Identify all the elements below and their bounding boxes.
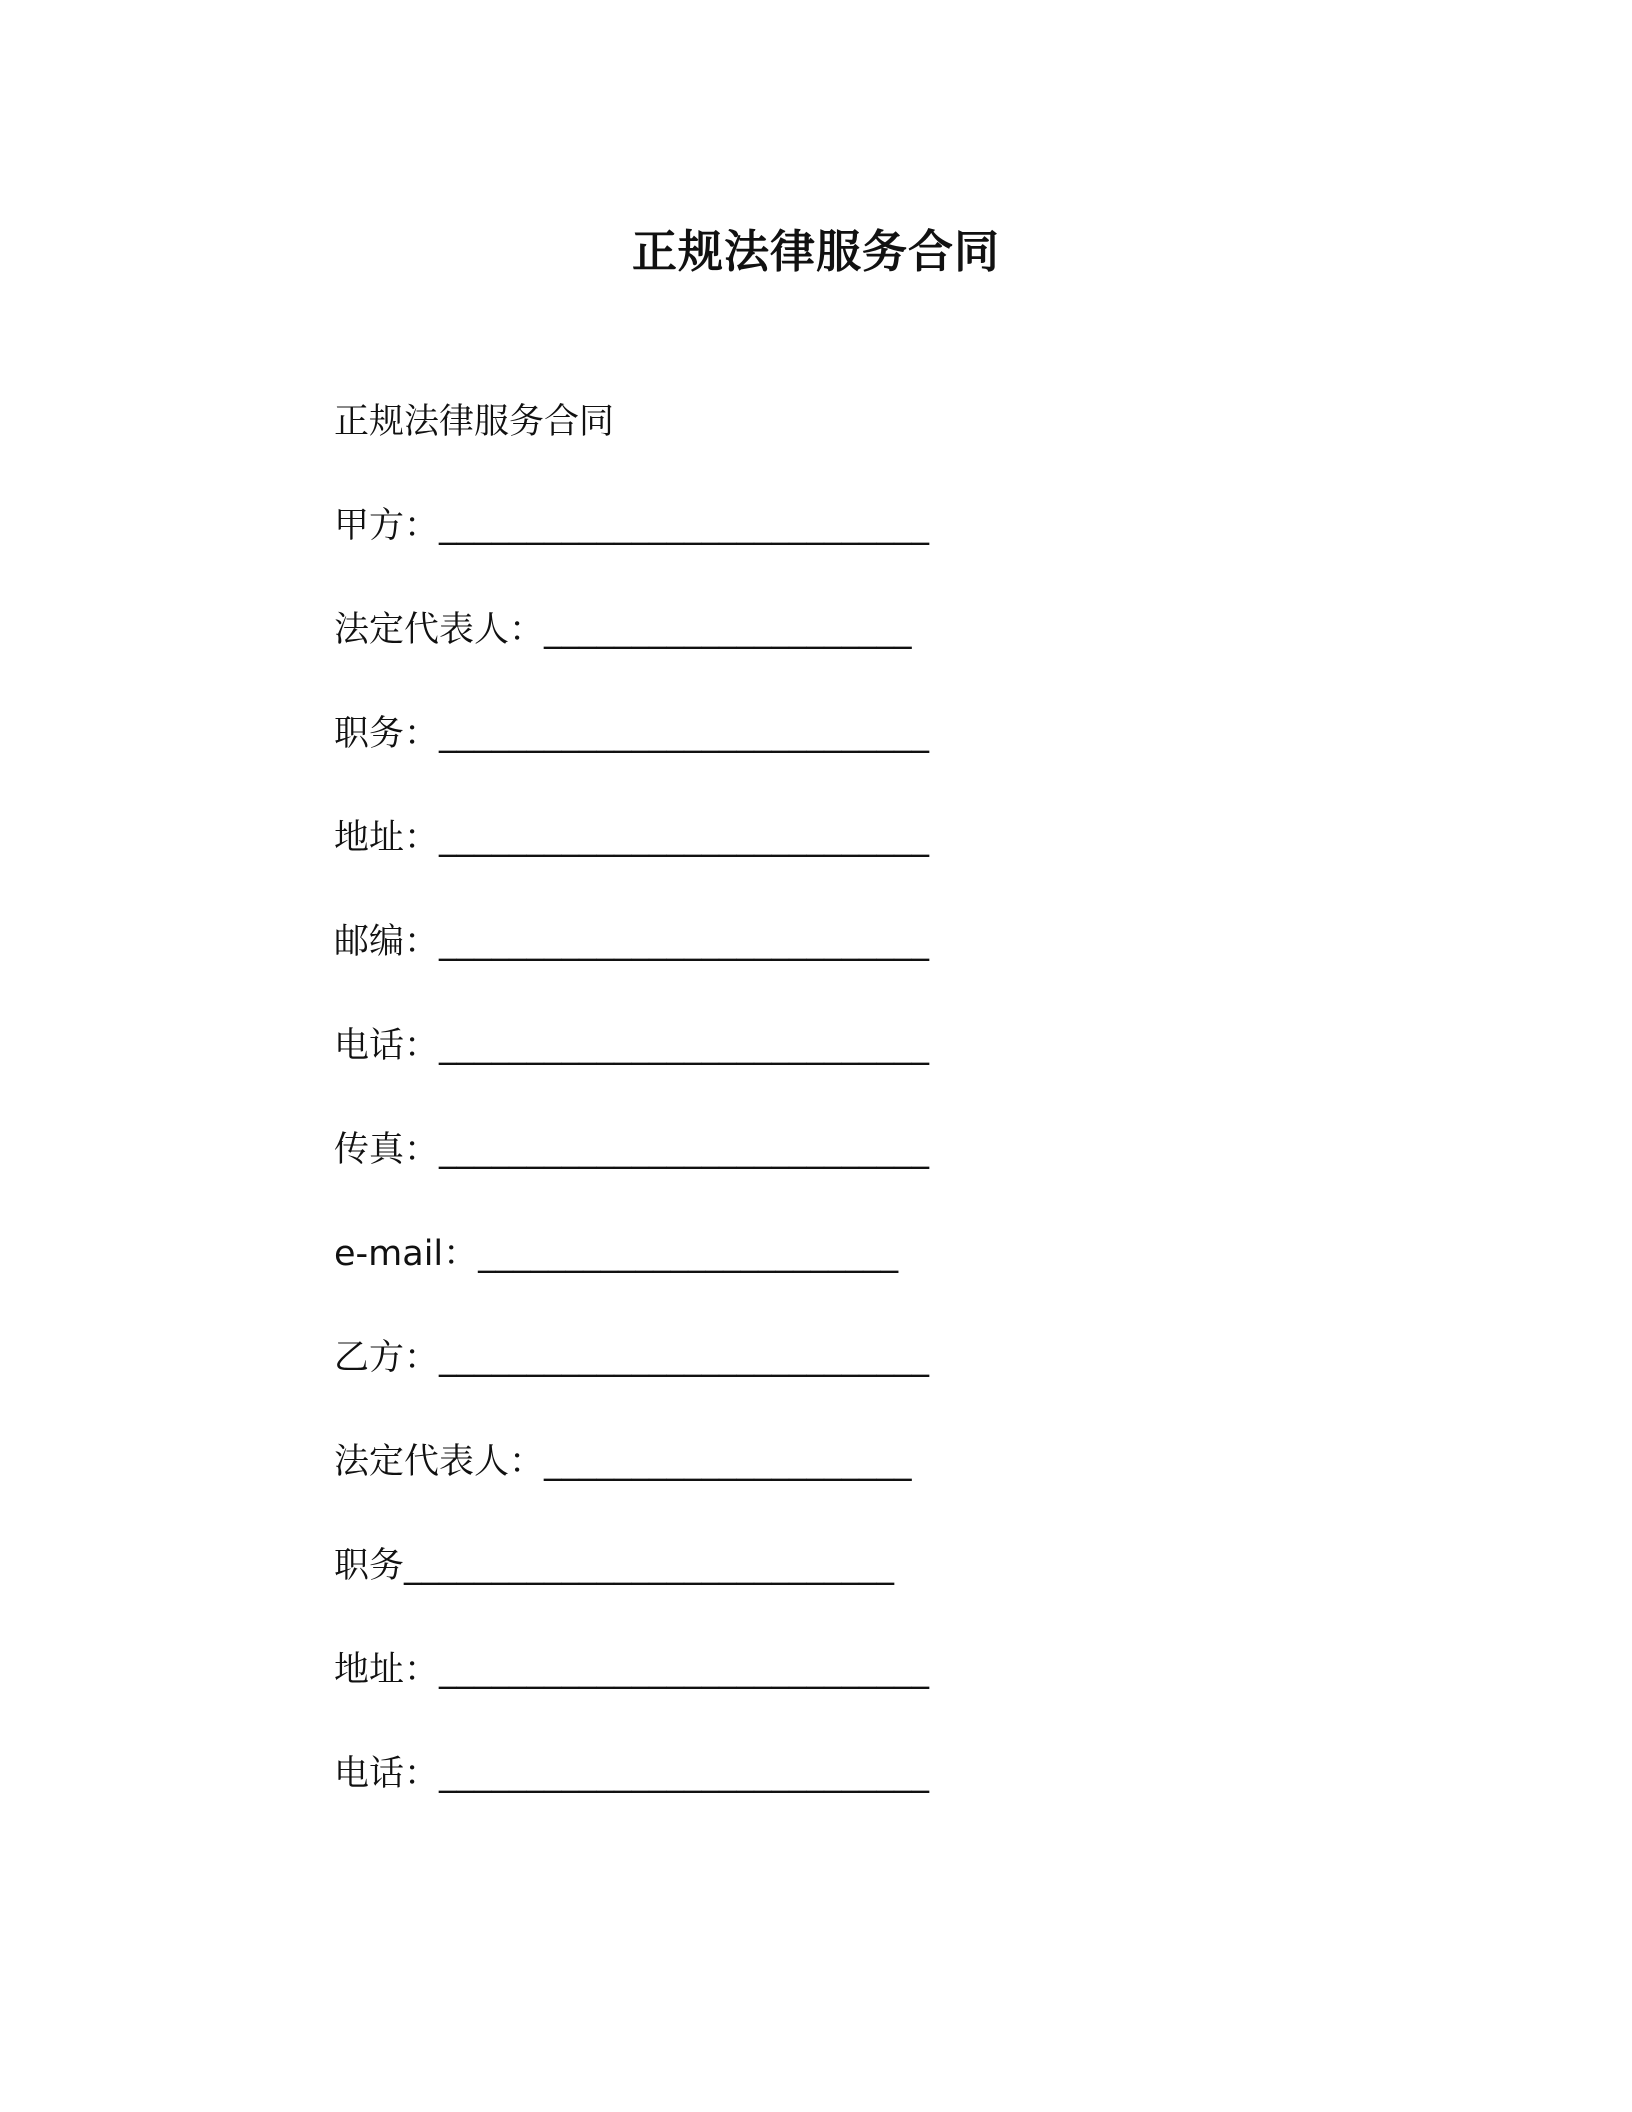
document-body bbox=[334, 392, 1334, 1848]
party-a-position-line: 职务：____________________________ bbox=[334, 714, 930, 754]
party-a-line: 甲方：____________________________ bbox=[334, 506, 930, 546]
party-b-address-line: 地址：____________________________ bbox=[334, 1650, 930, 1690]
party-b-line: 乙方：____________________________ bbox=[334, 1338, 930, 1378]
contract-subheading: 正规法律服务合同 bbox=[334, 402, 615, 442]
party-a-postcode-line: 邮编：____________________________ bbox=[334, 922, 930, 962]
party-b-legal-representative-line: 法定代表人：_____________________ bbox=[334, 1442, 912, 1482]
party-b-phone-line: 电话：____________________________ bbox=[334, 1754, 930, 1794]
document-title: 正规法律服务合同 bbox=[631, 225, 1000, 278]
party-b-position-line: 职务____________________________ bbox=[334, 1546, 895, 1586]
party-a-address-line: 地址：____________________________ bbox=[334, 818, 930, 858]
party-a-email-line: e-mail：________________________ bbox=[334, 1234, 899, 1274]
party-a-fax-line: 传真：____________________________ bbox=[334, 1130, 930, 1170]
party-a-phone-line: 电话：____________________________ bbox=[334, 1026, 930, 1066]
party-a-legal-representative-line: 法定代表人：_____________________ bbox=[334, 610, 912, 650]
